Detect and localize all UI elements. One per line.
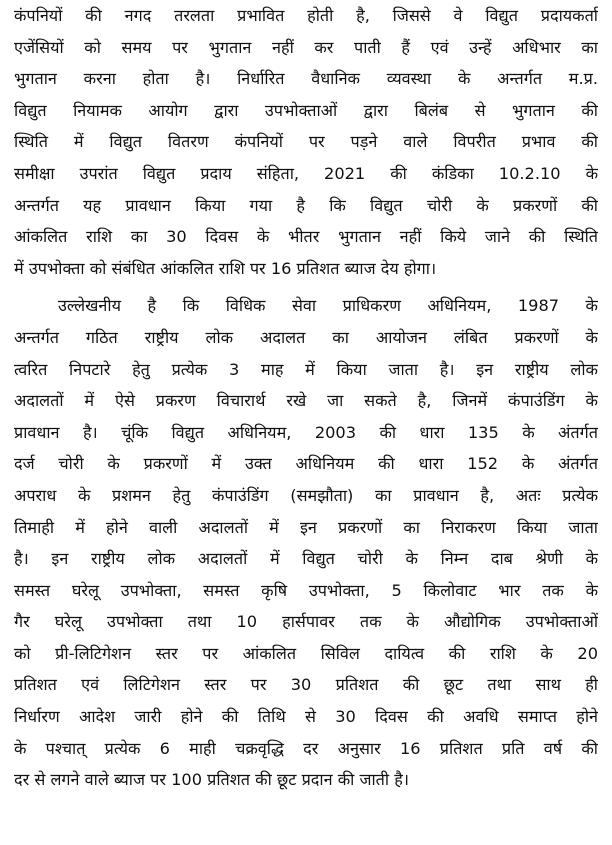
text-line: प्रतिशत एवं लिटिगेशन स्तर पर 30 प्रतिशत की छूट तथा साथ ही — [14, 675, 598, 695]
paragraph-surcharge — [14, 0, 598, 284]
text-line: एजेंसियों को समय पर भुगतान नहीं कर पाती हैं एवं उन्हें अधिभार का — [14, 37, 598, 57]
text-line: में उपभोक्ता को संबंधित आंकलित राशि पर 16 प्रतिशत ब्याज देय होगा। — [14, 258, 437, 278]
text-line: दर्ज चोरी के प्रकरणों में उक्त अधिनियम की धारा 152 के अंतर्गत — [14, 454, 598, 474]
text-line: विद्युत नियामक आयोग द्वारा उपभोक्ताओं द्वारा बिलंब से भुगतान की — [14, 100, 598, 120]
paragraph-lok-adalat — [14, 290, 598, 796]
text-line: अन्तर्गत यह प्रावधान किया गया है कि विद्युत चोरी के प्रकरणों की — [14, 195, 598, 215]
text-line: उल्लेखनीय है कि विधिक सेवा प्राधिकरण अधिनियम, 1987 के — [58, 296, 598, 316]
text-line: स्थिति में विद्युत वितरण कंपनियों पर पड़ने वाले विपरीत प्रभाव की — [14, 132, 598, 152]
text-line: निर्धारण आदेश जारी होने की तिथि से 30 दिवस की अवधि समाप्त होने — [14, 707, 598, 727]
text-line: कंपनियों की नगद तरलता प्रभावित होती है, जिससे वे विद्युत प्रदायकर्ता — [14, 6, 598, 25]
text-line: समीक्षा उपरांत विद्युत प्रदाय संहिता, 2021 की कंडिका 10.2.10 के — [14, 163, 598, 183]
text-line: तिमाही में होने वाली अदालतों में इन प्रकरणों का निराकरण किया जाता — [14, 517, 598, 537]
text-line: दर से लगने वाले ब्याज पर 100 प्रतिशत की छूट प्रदान की जाती है। — [14, 770, 409, 790]
text-line: को प्री-लिटिगेशन स्तर पर आंकलित सिविल दायित्व की राशि के 20 — [14, 643, 598, 663]
text-line: त्वरित निपटारे हेतु प्रत्येक 3 माह में किया जाता है। इन राष्ट्रीय लोक — [14, 359, 598, 379]
text-line: के पश्चात् प्रत्येक 6 माही चक्रवृद्धि दर अनुसार 16 प्रतिशत प्रति वर्ष की — [14, 738, 598, 758]
text-line: आंकलित राशि का 30 दिवस के भीतर भुगतान नहीं किये जाने की स्थिति — [14, 227, 598, 247]
text-line: अदालतों में ऐसे प्रकरण विचारार्थ रखे जा सकते है, जिनमें कंपाउंडिंग के — [14, 391, 598, 411]
text-line: अपराध के प्रशमन हेतु कंपाउंडिंग (समझौता) का प्रावधान है, अतः प्रत्येक — [14, 485, 598, 505]
text-line: समस्त घरेलू उपभोक्ता, समस्त कृषि उपभोक्ता, 5 किलोवाट भार तक के — [14, 580, 598, 600]
text-line: है। इन राष्ट्रीय लोक अदालतों में विद्युत चोरी के निम्न दाब श्रेणी के — [14, 549, 598, 569]
text-line: गैर घरेलू उपभोक्ता तथा 10 हार्सपावर तक के औद्योगिक उपभोक्ताओं — [14, 612, 598, 632]
document-page — [14, 0, 598, 796]
text-line: अन्तर्गत गठित राष्ट्रीय लोक अदालत का आयोजन लंबित प्रकरणों के — [14, 327, 598, 347]
text-line: प्रावधान है। चूंकि विद्युत अधिनियम, 2003 की धारा 135 के अंतर्गत — [14, 422, 598, 442]
text-line: भुगतान करना होता है। निर्धारित वैधानिक व्यवस्था के अन्तर्गत म.प्र. — [14, 69, 598, 89]
